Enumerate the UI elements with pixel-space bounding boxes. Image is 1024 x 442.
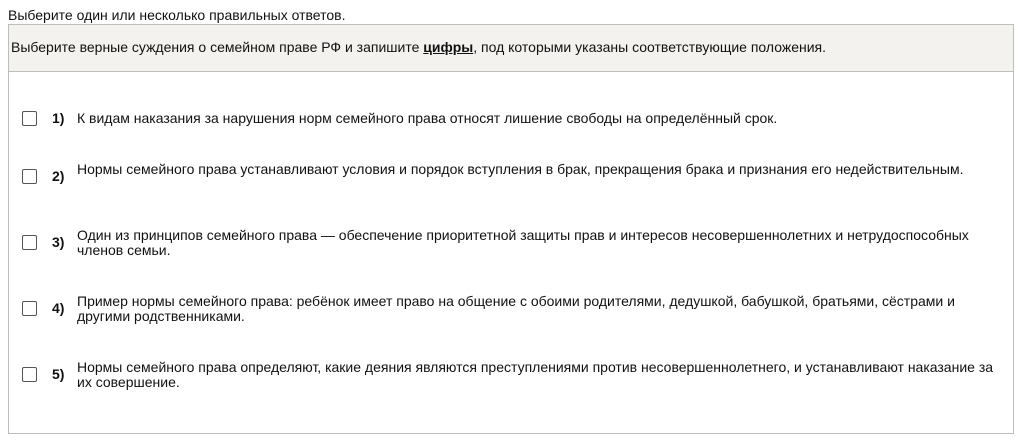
- checkbox-1[interactable]: [22, 111, 37, 126]
- option-text-2: Нормы семейного права устанавливают условия и порядок вступления в брак, прекращения брака и признания его недействительным.: [77, 161, 964, 177]
- question-header: [9, 25, 1013, 72]
- question-panel: [8, 24, 1014, 434]
- question-suffix: , под которыми указаны соответствующие положения.: [473, 39, 827, 55]
- checkbox-3[interactable]: [22, 235, 37, 250]
- option-number-4: 4): [52, 300, 65, 316]
- question-emphasis: цифры: [423, 39, 474, 55]
- instruction-text: Выберите один или несколько правильных ответов.: [8, 7, 346, 23]
- answer-option-4[interactable]: [9, 288, 1013, 328]
- checkbox-4[interactable]: [22, 301, 37, 316]
- answer-option-1[interactable]: [9, 98, 1013, 138]
- option-text-4: Пример нормы семейного права: ребёнок имеет право на общение с обоими родителями, дедушкой, бабушкой, братьями, сёстрами и другими родственниками.: [77, 293, 955, 324]
- option-number-2: 2): [52, 168, 65, 184]
- answer-option-3[interactable]: [9, 222, 1013, 262]
- answer-option-2[interactable]: [9, 156, 1013, 196]
- checkbox-2[interactable]: [22, 169, 37, 184]
- option-number-1: 1): [52, 110, 65, 126]
- option-text-3: Один из принципов семейного права — обеспечение приоритетной защиты прав и интересов несовершеннолетних и нетрудоспособных членов семьи.: [77, 227, 969, 258]
- checkbox-5[interactable]: [22, 367, 37, 382]
- option-text-5: Нормы семейного права определяют, какие деяния являются преступлениями против несовершеннолетнего, и устанавливают наказание за их совершение.: [77, 359, 994, 390]
- option-number-5: 5): [52, 366, 65, 382]
- option-text-1: К видам наказания за нарушения норм семейного права относят лишение свободы на определённый срок.: [77, 110, 778, 126]
- answer-option-5[interactable]: [9, 354, 1013, 394]
- question-prefix: Выберите верные суждения о семейном праве РФ и запишите: [11, 39, 424, 55]
- option-number-3: 3): [52, 234, 65, 250]
